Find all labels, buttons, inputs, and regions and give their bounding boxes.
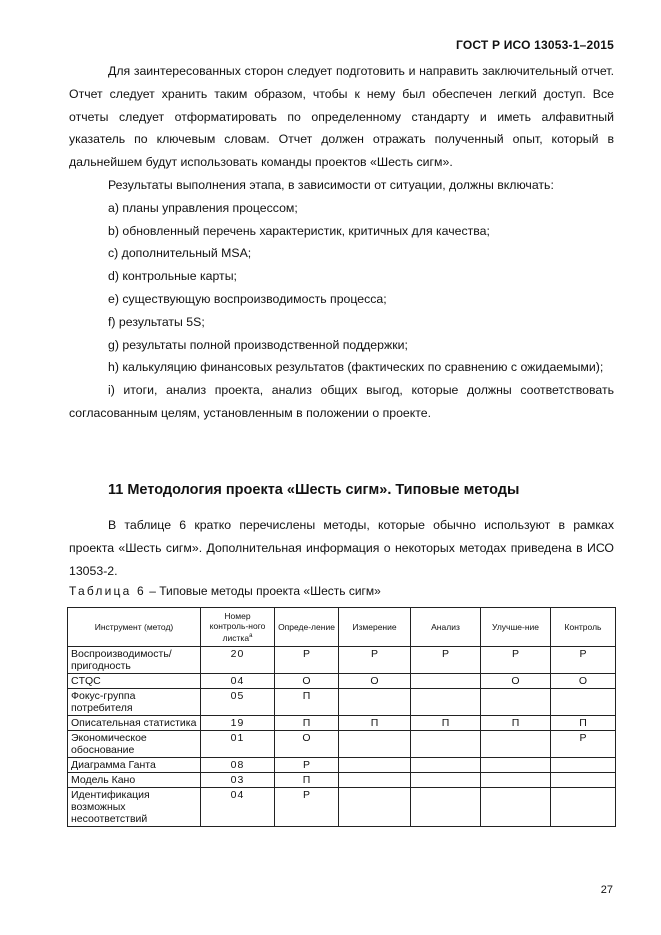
cell-control [551, 689, 616, 716]
cell-measure: Р [339, 647, 411, 674]
cell-control [551, 758, 616, 773]
cell-measure [339, 689, 411, 716]
cell-measure [339, 758, 411, 773]
cell-checklist-number: 03 [201, 773, 275, 788]
cell-control: Р [551, 731, 616, 758]
table-row [68, 716, 616, 731]
table-row [68, 788, 616, 827]
table-row [68, 689, 616, 716]
list-item: i) итоги, анализ проекта, анализ общих выгод, которые должны соответствовать согласованным целям, установленным в положении о проекте. [69, 383, 614, 420]
section-title: 11 Методология проекта «Шесть сигм». Типовые методы [108, 482, 520, 498]
cell-analyze [411, 674, 481, 689]
cell-checklist-number: 04 [201, 788, 275, 827]
body-text [69, 60, 614, 425]
cell-analyze [411, 758, 481, 773]
cell-tool: Экономическое обоснование [68, 731, 201, 758]
list-item: f) результаты 5S; [108, 314, 205, 329]
cell-measure: О [339, 674, 411, 689]
header-measure: Измерение [339, 608, 411, 647]
cell-control: Р [551, 647, 616, 674]
section-intro: В таблице 6 кратко перечислены методы, которые обычно используют в рамках проекта «Шесть сигм». Дополнительная информация о некоторых методах приведена в ИСО 13053-2. [69, 518, 614, 578]
table-row [68, 731, 616, 758]
cell-tool: Фокус-группа потребителя [68, 689, 201, 716]
cell-analyze [411, 788, 481, 827]
header-analyze: Анализ [411, 608, 481, 647]
methods-table [67, 607, 616, 827]
header-checklist-text: Номер контроль-ного листка [209, 611, 266, 643]
table-row [68, 647, 616, 674]
cell-define: О [275, 674, 339, 689]
table-caption-text: – Типовые методы проекта «Шесть сигм» [145, 584, 381, 598]
paragraph-final-report: Для заинтересованных сторон следует подготовить и направить заключительный отчет. Отчет следует хранить таким образом, чтобы к нему был обеспечен легкий доступ. Все отчеты следует отформатировать по определенному стандарту и иметь алфавитный указатель по ключевым словам. Отчет должен отражать полученный опыт, который в дальнейшем будут использовать команды проектов «Шесть сигм». [69, 64, 614, 170]
cell-define: П [275, 716, 339, 731]
cell-control: П [551, 716, 616, 731]
cell-analyze [411, 773, 481, 788]
cell-measure: П [339, 716, 411, 731]
list-item: b) обновленный перечень характеристик, критичных для качества; [108, 223, 490, 238]
table-header-row [68, 608, 616, 647]
cell-define: Р [275, 788, 339, 827]
cell-analyze: П [411, 716, 481, 731]
cell-define: Р [275, 647, 339, 674]
cell-measure [339, 788, 411, 827]
paragraph-results-intro: Результаты выполнения этапа, в зависимости от ситуации, должны включать: [108, 177, 554, 192]
cell-tool: Диаграмма Ганта [68, 758, 201, 773]
document-code: ГОСТ Р ИСО 13053-1–2015 [455, 38, 614, 52]
table-caption [69, 584, 381, 598]
cell-checklist-number: 05 [201, 689, 275, 716]
cell-tool: Модель Кано [68, 773, 201, 788]
cell-analyze [411, 689, 481, 716]
cell-define: П [275, 689, 339, 716]
cell-improve [481, 689, 551, 716]
cell-checklist-number: 01 [201, 731, 275, 758]
cell-checklist-number: 20 [201, 647, 275, 674]
list-item: c) дополнительный MSA; [108, 246, 252, 261]
cell-improve: П [481, 716, 551, 731]
list-item: e) существующую воспроизводимость процесса; [108, 291, 387, 306]
cell-control [551, 788, 616, 827]
cell-analyze: Р [411, 647, 481, 674]
header-improve: Улучше-ние [481, 608, 551, 647]
table-row [68, 758, 616, 773]
cell-improve: О [481, 674, 551, 689]
cell-improve [481, 758, 551, 773]
cell-define: Р [275, 758, 339, 773]
cell-analyze [411, 731, 481, 758]
cell-tool: Описательная статистика [68, 716, 201, 731]
cell-define: П [275, 773, 339, 788]
table-row [68, 773, 616, 788]
cell-improve: Р [481, 647, 551, 674]
header-define: Опреде-ление [275, 608, 339, 647]
header-checklist [201, 608, 275, 647]
cell-improve [481, 788, 551, 827]
cell-checklist-number: 04 [201, 674, 275, 689]
cell-control [551, 773, 616, 788]
cell-measure [339, 731, 411, 758]
table-caption-label: Таблица 6 [69, 584, 146, 598]
list-item: a) планы управления процессом; [108, 200, 298, 215]
cell-tool: Идентификация возможных несоответствий [68, 788, 201, 827]
cell-tool: Воспроизводимость/ пригодность [68, 647, 201, 674]
list-item: d) контрольные карты; [108, 269, 237, 284]
cell-checklist-number: 08 [201, 758, 275, 773]
header-checklist-footnote-mark: а [249, 633, 253, 640]
cell-improve [481, 773, 551, 788]
cell-measure [339, 773, 411, 788]
cell-improve [481, 731, 551, 758]
page-number: 27 [600, 884, 613, 896]
cell-define: О [275, 731, 339, 758]
header-control: Контроль [551, 608, 616, 647]
table-row [68, 674, 616, 689]
cell-tool: CTQC [68, 674, 201, 689]
cell-checklist-number: 19 [201, 716, 275, 731]
header-tool: Инструмент (метод) [68, 608, 201, 647]
list-item: h) калькуляцию финансовых результатов (фактических по сравнению с ожидаемыми); [108, 360, 604, 375]
list-item: g) результаты полной производственной поддержки; [108, 337, 408, 352]
cell-control: О [551, 674, 616, 689]
